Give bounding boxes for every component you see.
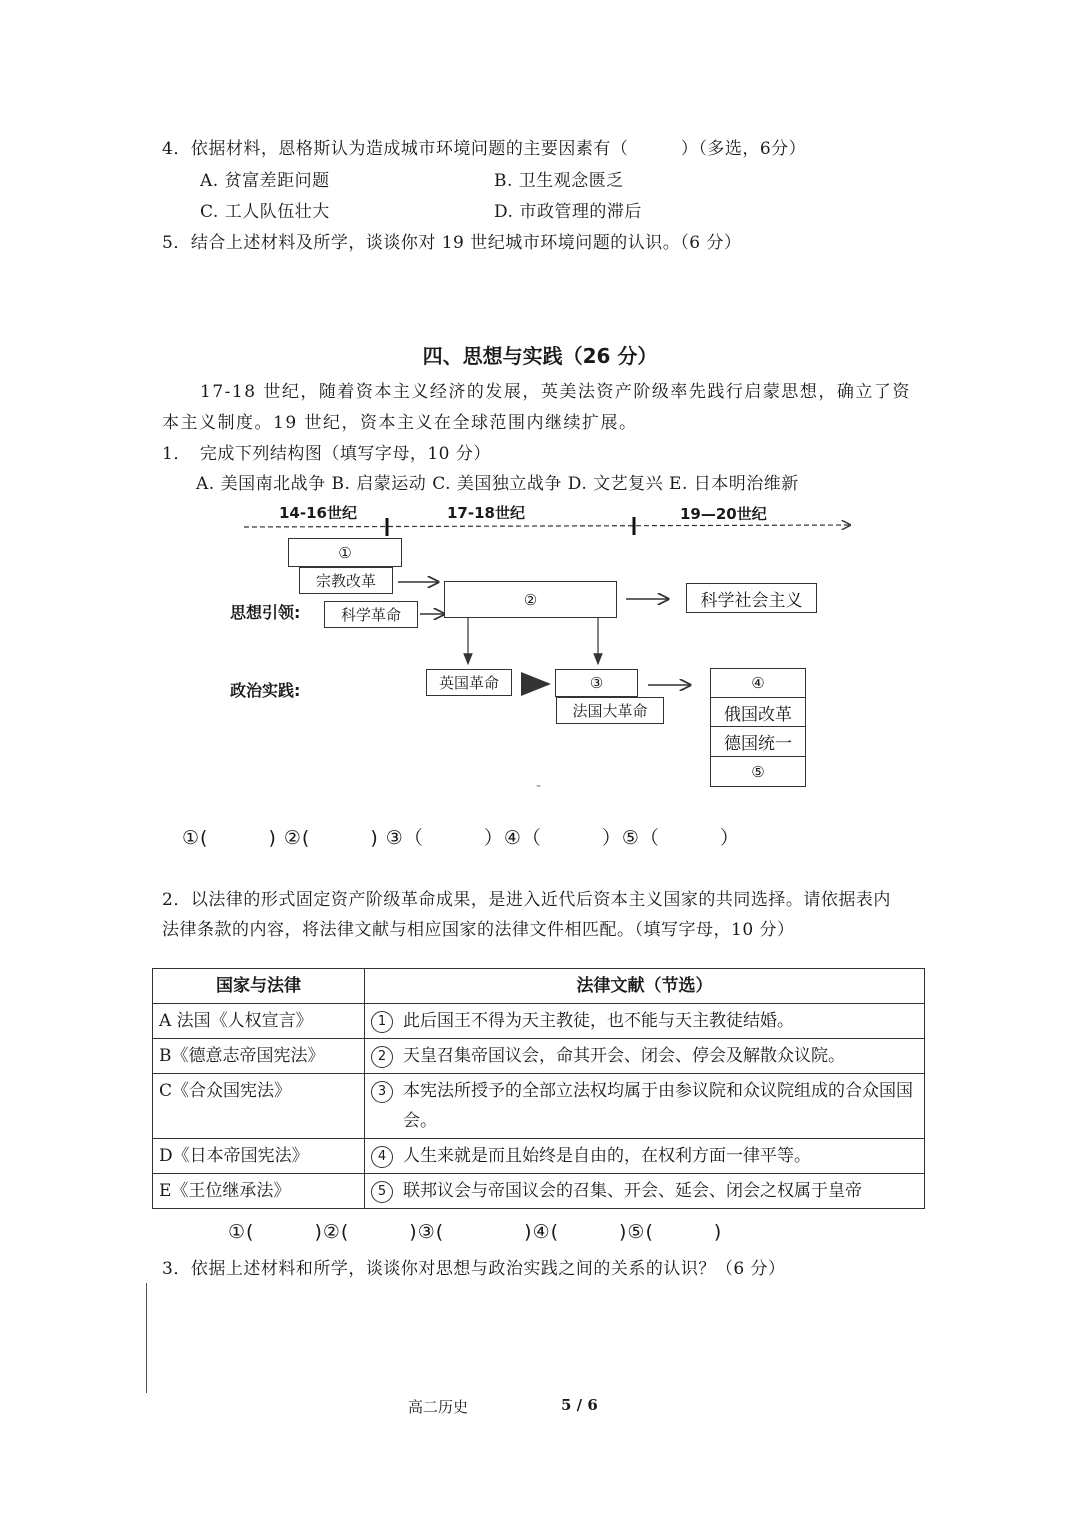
box-german-unification: 德国统一: [710, 726, 806, 757]
box-english-revolution: 英国革命: [426, 669, 512, 696]
law-excerpt: 此后国王不得为天主教徒，也不能与天主教徒结婚。: [403, 1011, 794, 1031]
law-excerpt: 人生来就是而且始终是自由的，在权利方面一律平等。: [403, 1146, 811, 1166]
box-russian-reform: 俄国改革: [710, 697, 806, 727]
footer-page-number: 5 / 6: [561, 1396, 598, 1414]
law-excerpt-cell: [365, 1039, 925, 1074]
law-number: 1: [371, 1011, 393, 1033]
question-1-choices: A. 美国南北战争 B. 启蒙运动 C. 美国独立战争 D. 文艺复兴 E. 日本明治维新: [196, 474, 799, 494]
box-reformation: 宗教改革: [299, 567, 393, 594]
box-scientific-socialism: 科学社会主义: [686, 583, 817, 613]
section-intro-line2: 本主义制度。19 世纪，资本主义在全球范围内继续扩展。: [162, 413, 638, 433]
section-title: 四、思想与实践（26 分）: [422, 344, 658, 368]
law-matching-table: [152, 968, 925, 1209]
blank-box-3: ③: [555, 669, 638, 697]
law-name: A 法国《人权宣言》: [153, 1004, 365, 1039]
q4-option-c: C. 工人队伍壮大: [200, 202, 330, 222]
question-2-answer-blanks: ①( )②( )③( )④( )⑤( ): [228, 1221, 723, 1243]
period-19-20: 19—20世纪: [680, 505, 767, 523]
law-excerpt: 天皇召集帝国议会，命其开会、闭会、停会及解散众议院。: [403, 1046, 845, 1066]
footer-subject: 高二历史: [408, 1398, 469, 1416]
law-number: 5: [371, 1181, 393, 1203]
law-name: C《合众国宪法》: [153, 1074, 365, 1139]
question-4-stem: 4．依据材料，恩格斯认为造成城市环境问题的主要因素有（ ）（多选，6分）: [162, 139, 807, 159]
q4-option-b: B. 卫生观念匮乏: [494, 171, 624, 191]
question-1-stem: 1． 完成下列结构图（填写字母，10 分）: [162, 444, 491, 464]
blank-box-4: ④: [710, 668, 806, 698]
table-row: [153, 1074, 925, 1139]
table-row: [153, 1039, 925, 1074]
law-excerpt: 联邦议会与帝国议会的召集、开会、延会、闭会之权属于皇帝: [403, 1181, 862, 1201]
law-number: 3: [371, 1081, 393, 1103]
box-scientific-revolution: 科学革命: [324, 601, 418, 628]
table-row: [153, 1174, 925, 1209]
table-header-law-text: 法律文献（节选）: [365, 969, 925, 1004]
law-name: E《王位继承法》: [153, 1174, 365, 1209]
question-5-stem: 5．结合上述材料及所学，谈谈你对 19 世纪城市环境问题的认识。（6 分）: [162, 233, 742, 253]
blank-box-5: ⑤: [710, 756, 806, 787]
q4-option-d: D. 市政管理的滞后: [494, 202, 642, 222]
law-name: D《日本帝国宪法》: [153, 1139, 365, 1174]
table-row: [153, 1004, 925, 1039]
q4-option-a: A. 贫富差距问题: [200, 171, 330, 191]
box-french-revolution: 法国大革命: [556, 697, 664, 724]
question-2-stem-line2: 法律条款的内容，将法律文献与相应国家的法律文件相匹配。（填写字母，10 分）: [162, 920, 795, 940]
label-political-practice: 政治实践:: [230, 681, 301, 700]
law-excerpt-cell: [365, 1139, 925, 1174]
table-header-row: [153, 969, 925, 1004]
label-thought-guidance: 思想引领:: [230, 603, 301, 622]
question-2-stem-line1: 2．以法律的形式固定资产阶级革命成果，是进入近代后资本主义国家的共同选择。请依据表内: [162, 890, 891, 910]
stray-mark: -: [536, 778, 542, 794]
period-17-18: 17-18世纪: [447, 504, 525, 522]
question-3-stem: 3．依据上述材料和所学，谈谈你对思想与政治实践之间的关系的认识？（6 分）: [162, 1259, 786, 1279]
question-1-answer-blanks: ①( ) ②( ) ③（ ）④（ ）⑤（ ）: [182, 827, 740, 849]
law-excerpt-cell: [365, 1004, 925, 1039]
law-number: 4: [371, 1146, 393, 1168]
law-excerpt-cell: [365, 1174, 925, 1209]
law-name: B《德意志帝国宪法》: [153, 1039, 365, 1074]
period-14-16: 14-16世纪: [279, 504, 357, 522]
blank-box-2: ②: [444, 581, 617, 618]
blank-box-1: ①: [288, 538, 402, 567]
law-number: 2: [371, 1046, 393, 1068]
law-excerpt: 本宪法所授予的全部立法权均属于由参议院和众议院组成的合众国国会。: [403, 1081, 913, 1131]
table-row: [153, 1139, 925, 1174]
table-header-country-law: 国家与法律: [153, 969, 365, 1004]
section-intro-line1: 17-18 世纪，随着资本主义经济的发展，英美法资产阶级率先践行启蒙思想，确立了资: [200, 382, 911, 402]
law-excerpt-cell: [365, 1074, 925, 1139]
margin-line: [146, 1283, 147, 1393]
